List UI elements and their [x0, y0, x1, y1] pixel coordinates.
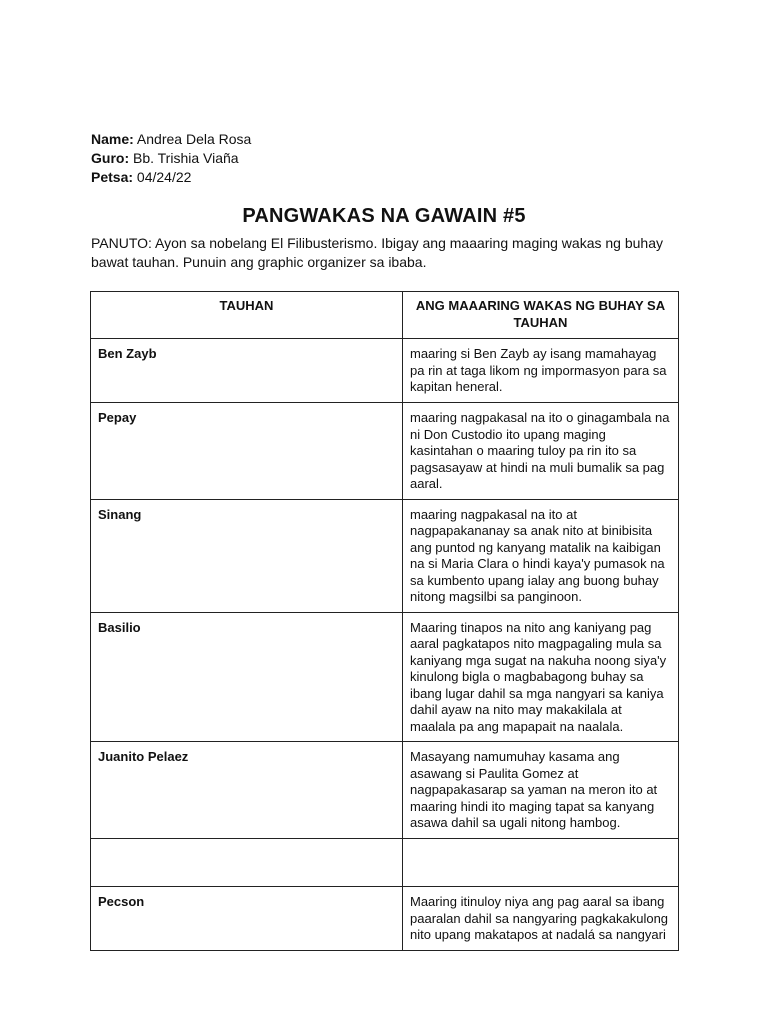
table-row [91, 742, 679, 839]
guro-row [91, 149, 251, 168]
table-row [91, 839, 679, 887]
guro-label: Guro: [91, 150, 130, 166]
table-row [91, 339, 679, 403]
graphic-organizer-table [90, 291, 679, 951]
tauhan-cell [91, 839, 403, 887]
student-info [91, 130, 251, 187]
page-title: PANGWAKAS NA GAWAIN #5 [242, 205, 526, 227]
wakas-cell [403, 839, 679, 887]
tauhan-cell: Pepay [91, 403, 403, 500]
petsa-label: Petsa: [91, 169, 134, 185]
wakas-cell: Maaring tinapos na nito ang kaniyang pag aaral pagkatapos nito magpagaling mula sa kaniyang mga sugat na nakuha noong siya'y kinulong bigla o magbabagong buhay sa ibang lugar dahil sa mga nangyari sa kaniya dahil ayaw na nito may makakilala at maalala pa ang mapapait na naalala. [403, 612, 679, 742]
table-header-row [91, 292, 679, 339]
header-wakas: ANG MAAARING WAKAS NG BUHAY SA TAUHAN [403, 292, 679, 339]
tauhan-cell: Sinang [91, 499, 403, 612]
petsa-value: 04/24/22 [136, 169, 192, 185]
wakas-cell: maaring nagpakasal na ito o ginagambala na ni Don Custodio ito upang maging kasintahan o maaring tuloy pa rin ito sa pagsasayaw at hindi na muli bumalik sa pag aaral. [403, 403, 679, 500]
table-row [91, 887, 679, 951]
table-row [91, 612, 679, 742]
instructions: PANUTO: Ayon sa nobelang El Filibusterismo. Ibigay ang maaaring maging wakas ng buhay bawat tauhan. Punuin ang graphic organizer sa ibaba. [91, 235, 663, 270]
tauhan-cell: Basilio [91, 612, 403, 742]
wakas-cell: Masayang namumuhay kasama ang asawang si Paulita Gomez at nagpapakasarap sa yaman na meron ito at maaring hindi ito maging tapat sa kanyang asawa dahil sa ugali nitong hambog. [403, 742, 679, 839]
tauhan-cell: Juanito Pelaez [91, 742, 403, 839]
guro-value: Bb. Trishia Viaña [133, 150, 239, 166]
header-tauhan: TAUHAN [91, 292, 403, 339]
wakas-cell: Maaring itinuloy niya ang pag aaral sa ibang paaralan dahil sa nangyaring pagkakakulong nito upang makatapos at nadalá sa nangyari [403, 887, 679, 951]
tauhan-cell: Pecson [91, 887, 403, 951]
name-value: Andrea Dela Rosa [136, 131, 252, 147]
wakas-cell: maaring si Ben Zayb ay isang mamahayag pa rin at taga likom ng impormasyon para sa kapitan heneral. [403, 339, 679, 403]
tauhan-cell: Ben Zayb [91, 339, 403, 403]
petsa-row [91, 168, 251, 187]
table-row [91, 403, 679, 500]
name-label: Name: [91, 131, 134, 147]
wakas-cell: maaring nagpakasal na ito at nagpapakananay sa anak nito at binibisita ang puntod ng kanyang matalik na kaibigan na si Maria Clara o hindi kaya'y pumasok na sa kumbento upang ialay ang buong buhay nitong magsilbi sa panginoon. [403, 499, 679, 612]
table-row [91, 499, 679, 612]
name-row [91, 130, 251, 149]
